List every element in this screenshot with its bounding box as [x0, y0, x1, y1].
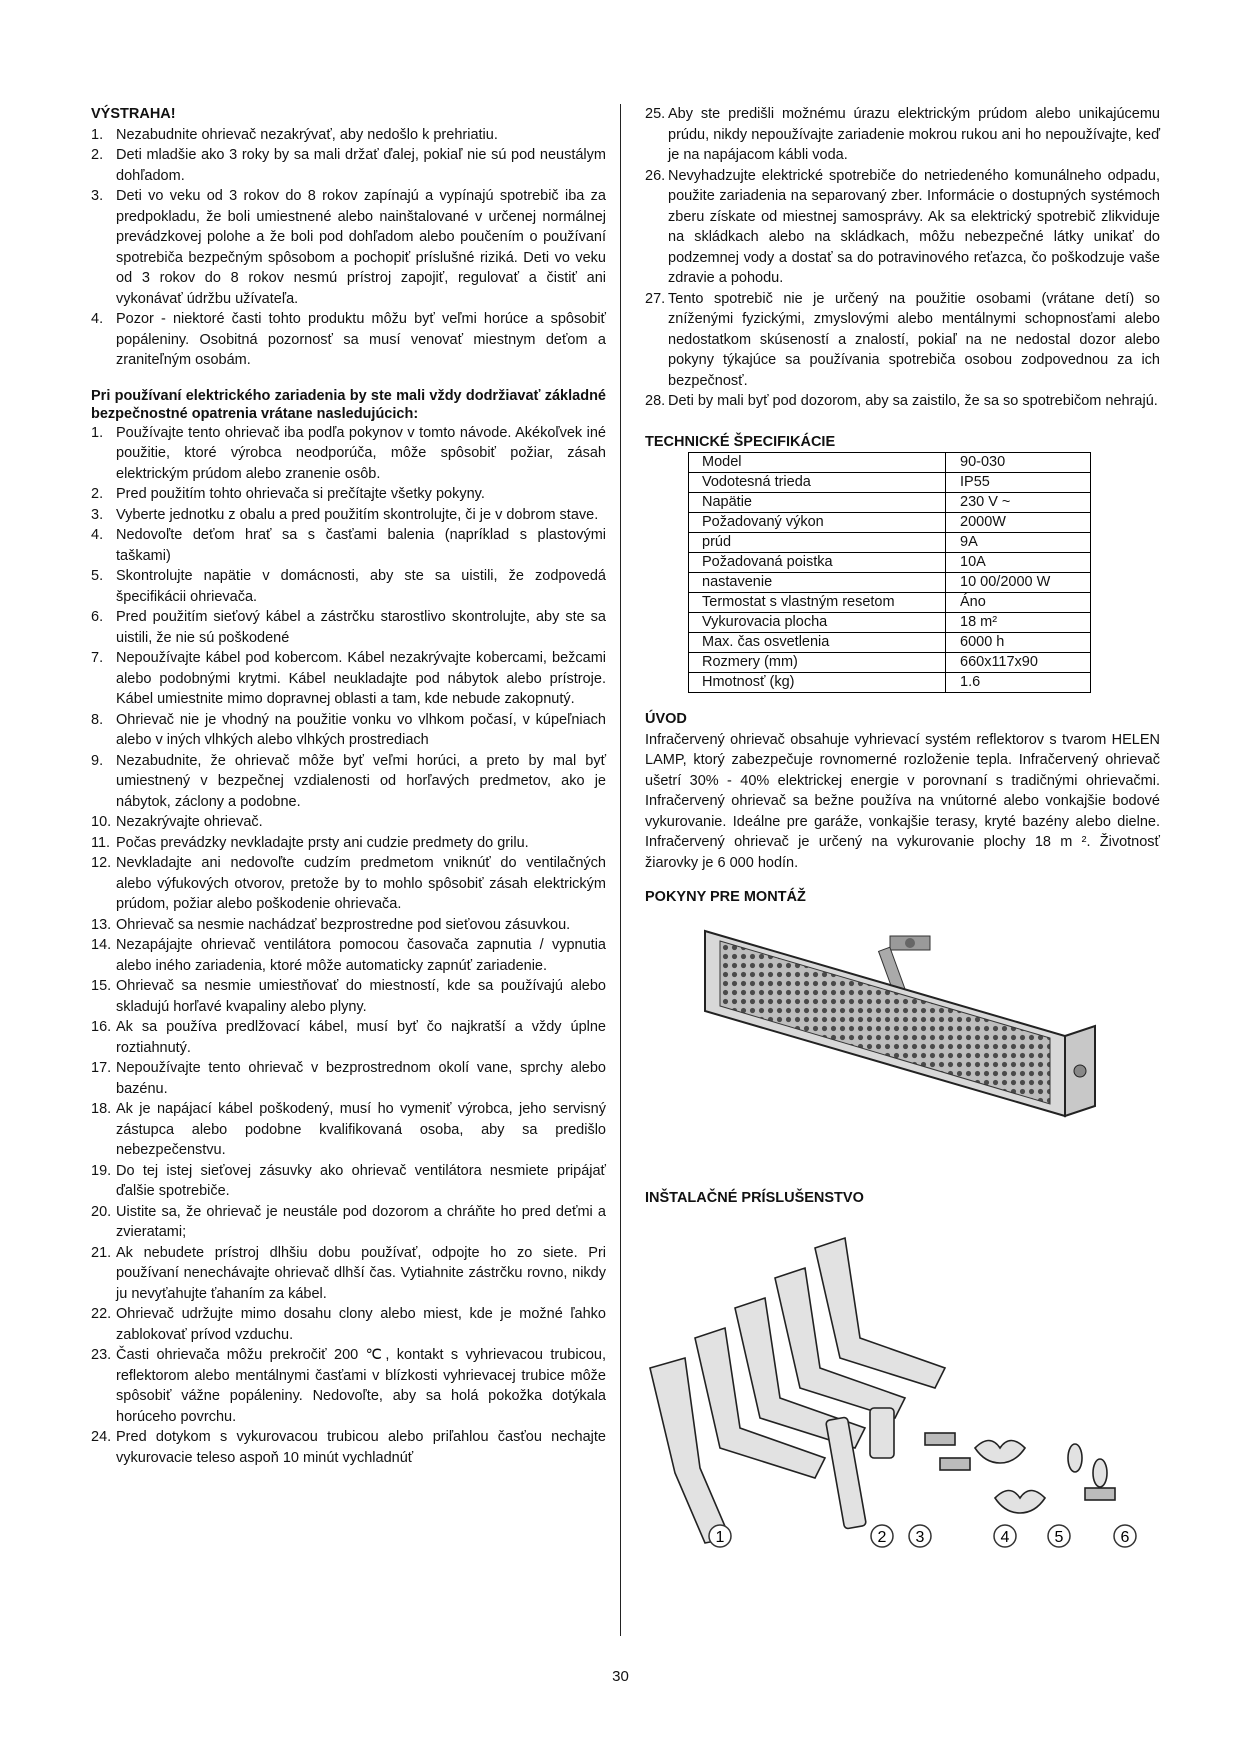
- list-item-number: 27.: [645, 290, 666, 307]
- list-item-number: 26.: [645, 167, 666, 184]
- svg-text:5: 5: [1054, 1529, 1064, 1546]
- svg-text:1: 1: [715, 1529, 725, 1546]
- list-item: [645, 104, 1160, 166]
- list-item-number: 19.: [91, 1162, 112, 1179]
- heater-illustration: [685, 916, 1105, 1166]
- spec-row: [689, 633, 1091, 653]
- safety-list-right: [645, 104, 1160, 412]
- list-item: [91, 1017, 606, 1058]
- list-item-number: 6.: [91, 609, 104, 625]
- list-item: [91, 423, 606, 485]
- list-item: [91, 125, 606, 146]
- spec-row: [689, 513, 1091, 533]
- intro-text: Infračervený ohrievač obsahuje vyhrievací systém reflektorov s tvarom HELEN LAMP, ktorý zabezpečuje rovnomerné rozloženie tepla. Infračervený ohrievač ušetrí 30% - 40% elektrickej energie v porovnaní s tradičnými ohrievačmi. Infračervený ohrievač sa bežne používa na vnútorné alebo vonkajšie bodové vykurovanie. Ideálne pre garáže, vonkajšie terasy, kryté bazény alebo dielne. Infračervený ohrievač je určený na vykurovanie plochy 18 m ². Životnosť žiarovky je 6 000 hodín.: [645, 731, 1160, 871]
- list-item-number: 13.: [91, 916, 112, 933]
- spec-row: [689, 613, 1091, 633]
- list-item: [645, 391, 1160, 412]
- list-item: [91, 1161, 606, 1202]
- list-item-text: Ohrievač sa nesmie umiestňovať do miestností, kde sa používajú alebo skladujú horľavé kvapaliny alebo plyny.: [116, 978, 606, 1015]
- list-item-number: 3.: [91, 188, 104, 204]
- wing-nut: [995, 1491, 1045, 1514]
- washer: [1068, 1444, 1082, 1472]
- spec-value: 9A: [946, 533, 1091, 553]
- list-item-text: Ak nebudete prístroj dlhšiu dobu používať, odpojte ho zo siete. Pri používaní nenechávajte ohrievač dlhší čas. Vytiahnite zástrčku rovno, nikdy ju nevyťahujte ťahaním za kábel.: [116, 1244, 606, 1302]
- list-item: [91, 710, 606, 751]
- bracket-bolt-icon: [905, 938, 915, 948]
- wing-nut: [975, 1441, 1025, 1464]
- endcap-screw-icon: [1074, 1065, 1086, 1077]
- svg-text:3: 3: [915, 1529, 925, 1546]
- spec-label: Termostat s vlastným resetom: [689, 593, 946, 613]
- list-item-number: 4.: [91, 311, 104, 327]
- spec-value: 10A: [946, 553, 1091, 573]
- washer: [1093, 1459, 1107, 1487]
- list-item: [91, 853, 606, 915]
- bolt: [1085, 1488, 1115, 1500]
- spec-label: Požadovaná poistka: [689, 553, 946, 573]
- l-bracket: [815, 1238, 945, 1388]
- list-item-number: 23.: [91, 1347, 112, 1363]
- spec-label: nastavenie: [689, 573, 946, 593]
- spec-value: 18 m²: [946, 613, 1091, 633]
- svg-text:6: 6: [1120, 1529, 1130, 1546]
- accessory-label-1: [709, 1525, 731, 1547]
- spec-value: 10 00/2000 W: [946, 573, 1091, 593]
- list-item-number: 5.: [91, 568, 104, 584]
- spec-row: [689, 573, 1091, 593]
- accessory-label-6: [1114, 1525, 1136, 1547]
- list-item-number: 11.: [91, 834, 111, 851]
- spec-value: 1.6: [946, 673, 1091, 693]
- spec-label: Max. čas osvetlenia: [689, 633, 946, 653]
- spec-value: 230 V ~: [946, 493, 1091, 513]
- list-item-number: 8.: [91, 711, 104, 728]
- list-item: [91, 935, 606, 976]
- spec-row: [689, 473, 1091, 493]
- accessory-label-4: [994, 1525, 1016, 1547]
- list-item: [91, 607, 606, 648]
- svg-text:2: 2: [877, 1529, 887, 1546]
- list-item-number: 9.: [91, 752, 104, 769]
- list-item: [91, 1345, 606, 1427]
- wall-anchor: [870, 1408, 894, 1458]
- spec-label: Model: [689, 453, 946, 473]
- accessories-illustration: [645, 1218, 1160, 1558]
- spec-label: Hmotnosť (kg): [689, 673, 946, 693]
- list-item: [91, 833, 606, 854]
- svg-text:4: 4: [1000, 1529, 1010, 1546]
- list-item: [91, 812, 606, 833]
- list-item-number: 25.: [645, 106, 666, 122]
- list-item: [91, 915, 606, 936]
- list-item-text: Nezapájajte ohrievač ventilátora pomocou časovača zapnutia / vypnutia alebo iného zariadenia, ktoré môže automaticky zapnúť zariadenie.: [116, 937, 606, 974]
- list-item: [91, 648, 606, 710]
- list-item-number: 3.: [91, 506, 104, 523]
- list-item-number: 4.: [91, 527, 104, 543]
- list-item: [645, 289, 1160, 392]
- spec-row: [689, 553, 1091, 573]
- list-item: [91, 505, 606, 526]
- list-item-number: 21.: [91, 1244, 112, 1261]
- list-item-number: 2.: [91, 486, 104, 502]
- intro-title: ÚVOD: [645, 711, 687, 727]
- warning-title: VÝSTRAHA!: [91, 106, 176, 122]
- list-item: [91, 1243, 606, 1305]
- list-item-text: Pozor - niektoré časti tohto produktu môžu byť veľmi horúce a spôsobiť popáleniny. Osobitná pozornosť sa musí venovať miestnym deťom a zraniteľným osobám.: [116, 311, 606, 368]
- list-item-text: Uistite sa, že ohrievač je neustále pod dozorom a chráňte ho pred deťmi a zvieratami;: [116, 1203, 606, 1240]
- list-item-text: Deti vo veku od 3 rokov do 8 rokov zapínajú a vypínajú spotrebič iba za predpokladu, že boli umiestnené alebo nainštalované v určenej normálnej prevádzkovej polohe a že boli pod dohľadom alebo poučením o používaní spotrebiča bezpečným spôsobom a pochopiť príslušné riziká. Deti vo veku od 3 rokov do 8 rokov nesmú prístroj zapojiť, regulovať a čistiť ani vykonávať údržbu užívateľa.: [116, 188, 606, 307]
- left-column: [91, 104, 606, 1468]
- spec-row: [689, 653, 1091, 673]
- list-item-text: Nevyhadzujte elektrické spotrebiče do netriedeného komunálneho odpadu, použite zariadenia na separovaný zber. Informácie o dostupných systémoch zberu získate od miestnej samosprávy. Ak sa elektrický spotrebič zlikviduje na skládkach alebo na skládkach, môžu nebezpečné látky unikať do podzemnej vody a dostať sa do potravinového reťazca, čo poškodzuje vaše zdravie a pohodu.: [668, 167, 1160, 286]
- list-item-number: 12.: [91, 855, 112, 871]
- spec-label: Vodotesná trieda: [689, 473, 946, 493]
- list-item-text: Skontrolujte napätie v domácnosti, aby ste sa uistili, že zodpovedá špecifikácii ohrievača.: [116, 568, 606, 605]
- list-item-text: Aby ste predišli možnému úrazu elektrickým prúdom alebo unikajúcemu prúdu, nikdy nepoužívajte zariadenie mokrou rukou ani ho nepoužívajte, keď je na napájacom kábli voda.: [668, 106, 1160, 163]
- spec-label: prúd: [689, 533, 946, 553]
- list-item-text: Deti mladšie ako 3 roky by sa mali držať ďalej, pokiaľ nie sú pod neustálym dohľadom.: [116, 147, 606, 184]
- list-item: [91, 1427, 606, 1468]
- list-item-text: Pred použitím tohto ohrievača si prečítajte všetky pokyny.: [116, 486, 485, 502]
- list-item-text: Deti by mali byť pod dozorom, aby sa zaistilo, že sa so spotrebičom nehrajú.: [668, 393, 1158, 409]
- spec-row: [689, 673, 1091, 693]
- list-item-text: Nepoužívajte kábel pod kobercom. Kábel nezakrývajte kobercami, bežcami alebo podobnými krytmi. Kábel neukladajte pod nábytok alebo prístroje. Kábel umiestnite mimo dopravnej oblasti a tam, kde nebude zakopnutý.: [116, 650, 606, 707]
- accessories-title: INŠTALAČNÉ PRÍSLUŠENSTVO: [645, 1189, 864, 1206]
- spec-value: 660x117x90: [946, 653, 1091, 673]
- spec-value: 90-030: [946, 453, 1091, 473]
- bolt: [925, 1433, 955, 1445]
- list-item-text: Časti ohrievača môžu prekročiť 200 ℃, kontakt s vyhrievacou trubicou, reflektorom alebo mentálnymi časťami v blízkosti vyhrievacej trubice môže spôsobiť vážne popáleniny. Nedovoľte, aby sa holá pokožka dotýkala horúceho povrchu.: [116, 1347, 606, 1425]
- list-item-number: 16.: [91, 1019, 112, 1035]
- list-item: [91, 566, 606, 607]
- page-number: 30: [612, 1668, 629, 1685]
- list-item-text: Tento spotrebič nie je určený na použitie osobami (vrátane detí) so zníženými fyzickými, zmyslovými alebo mentálnymi schopnosťami alebo nedostatkom skúseností a znalostí, pokiaľ na ne nedostal dozor alebo pokyny týkajúce sa používania spotrebiča osobou zodpovednou za ich bezpečnosť.: [668, 290, 1160, 389]
- list-item-text: Ohrievač udržujte mimo dosahu clony alebo miest, kde je možné ľahko zablokovať prívod vzduchu.: [116, 1306, 606, 1343]
- list-item-text: Nevkladajte ani nedovoľte cudzím predmetom vniknúť do ventilačných alebo výfukových otvorov, pretože by to mohlo spôsobiť zásah elektrickým prúdom, požiar alebo poškodenie ohrievača.: [116, 855, 606, 912]
- list-item-number: 24.: [91, 1429, 112, 1445]
- list-item-number: 1.: [91, 126, 104, 143]
- spec-label: Vykurovacia plocha: [689, 613, 946, 633]
- list-item-number: 2.: [91, 147, 104, 163]
- list-item-number: 1.: [91, 424, 104, 441]
- spec-row: [689, 493, 1091, 513]
- list-item: [91, 145, 606, 186]
- list-item-number: 7.: [91, 650, 104, 666]
- list-item-text: Ak sa používa predlžovací kábel, musí byť čo najkratší a vždy úplne roztiahnutý.: [116, 1019, 606, 1056]
- list-item-text: Pred použitím sieťový kábel a zástrčku starostlivo skontrolujte, aby ste sa uistili, že nie sú poškodené: [116, 609, 606, 646]
- list-item-number: 14.: [91, 937, 112, 953]
- spec-row: [689, 593, 1091, 613]
- warning-list: [91, 125, 606, 371]
- bolt: [940, 1458, 970, 1470]
- list-item-text: Počas prevádzky nevkladajte prsty ani cudzie predmety do grilu.: [116, 834, 529, 851]
- safety-title: Pri používaní elektrického zariadenia by ste mali vždy dodržiavať základné bezpečnostné opatrenia vrátane nasledujúcich:: [91, 387, 606, 422]
- list-item-text: Nedovoľte deťom hrať sa s časťami balenia (napríklad s plastovými taškami): [116, 527, 606, 564]
- list-item: [91, 186, 606, 309]
- list-item-number: 17.: [91, 1060, 112, 1076]
- spec-value: 6000 h: [946, 633, 1091, 653]
- list-item-text: Nezabudnite ohrievač nezakrývať, aby nedošlo k prehriatiu.: [116, 126, 498, 143]
- right-column: [645, 104, 1160, 1558]
- specs-title: TECHNICKÉ ŠPECIFIKÁCIE: [645, 433, 836, 450]
- list-item-text: Ak je napájací kábel poškodený, musí ho vymeniť výrobca, jeho servisný zástupca alebo podobne kvalifikovaná osoba, aby sa predišlo nebezpečenstvu.: [116, 1101, 606, 1158]
- list-item: [91, 751, 606, 813]
- list-item-text: Pred dotykom s vykurovacou trubicou alebo priľahlou časťou nechajte vykurovacie teleso aspoň 10 minút vychladnúť: [116, 1429, 606, 1466]
- list-item: [91, 309, 606, 371]
- spec-label: Napätie: [689, 493, 946, 513]
- list-item: [91, 1058, 606, 1099]
- spec-label: Požadovaný výkon: [689, 513, 946, 533]
- column-divider: [620, 104, 621, 1636]
- list-item-number: 15.: [91, 978, 112, 994]
- spec-value: IP55: [946, 473, 1091, 493]
- specs-table: [688, 452, 1091, 693]
- list-item-number: 28.: [645, 393, 666, 409]
- spec-value: 2000W: [946, 513, 1091, 533]
- list-item-number: 22.: [91, 1306, 112, 1322]
- list-item: [91, 525, 606, 566]
- list-item-text: Ohrievač sa nesmie nachádzať bezprostredne pod sieťovou zásuvkou.: [116, 916, 571, 933]
- list-item-text: Vyberte jednotku z obalu a pred použitím skontrolujte, či je v dobrom stave.: [116, 506, 599, 523]
- accessory-label-3: [909, 1525, 931, 1547]
- accessory-label-2: [871, 1525, 893, 1547]
- list-item: [91, 976, 606, 1017]
- list-item-text: Používajte tento ohrievač iba podľa pokynov v tomto návode. Akékoľvek iné použitie, ktoré výrobca neodporúča, môže spôsobiť požiar, zásah elektrickým prúdom alebo zranenie osôb.: [116, 424, 606, 482]
- spec-row: [689, 453, 1091, 473]
- accessory-label-5: [1048, 1525, 1070, 1547]
- list-item-text: Ohrievač nie je vhodný na použitie vonku vo vlhkom počasí, v kúpeľniach alebo v iných vlhkých alebo vlhkých prostrediach: [116, 711, 606, 748]
- accessory-labels: [709, 1525, 1136, 1547]
- list-item: [91, 484, 606, 505]
- list-item: [645, 166, 1160, 289]
- safety-list-left: [91, 423, 606, 1469]
- list-item-number: 10.: [91, 814, 112, 830]
- list-item-number: 20.: [91, 1203, 112, 1220]
- list-item-text: Do tej istej sieťovej zásuvky ako ohrievač ventilátora nesmiete pripájať ďalšie spotrebiče.: [116, 1162, 606, 1199]
- list-item: [91, 1099, 606, 1161]
- list-item-text: Nezakrývajte ohrievač.: [116, 814, 263, 830]
- mounting-title: POKYNY PRE MONTÁŽ: [645, 889, 806, 905]
- list-item: [91, 1304, 606, 1345]
- spec-label: Rozmery (mm): [689, 653, 946, 673]
- list-item-text: Nezabudnite, že ohrievač môže byť veľmi horúci, a preto by mal byť umiestnený v bezpečnej vzdialenosti od horľavých predmetov, ako je nábytok, záclony a podobne.: [116, 752, 606, 810]
- spec-row: [689, 533, 1091, 553]
- list-item-text: Nepoužívajte tento ohrievač v bezprostrednom okolí vane, sprchy alebo bazénu.: [116, 1060, 606, 1097]
- spec-value: Áno: [946, 593, 1091, 613]
- list-item: [91, 1202, 606, 1243]
- list-item-number: 18.: [91, 1101, 112, 1117]
